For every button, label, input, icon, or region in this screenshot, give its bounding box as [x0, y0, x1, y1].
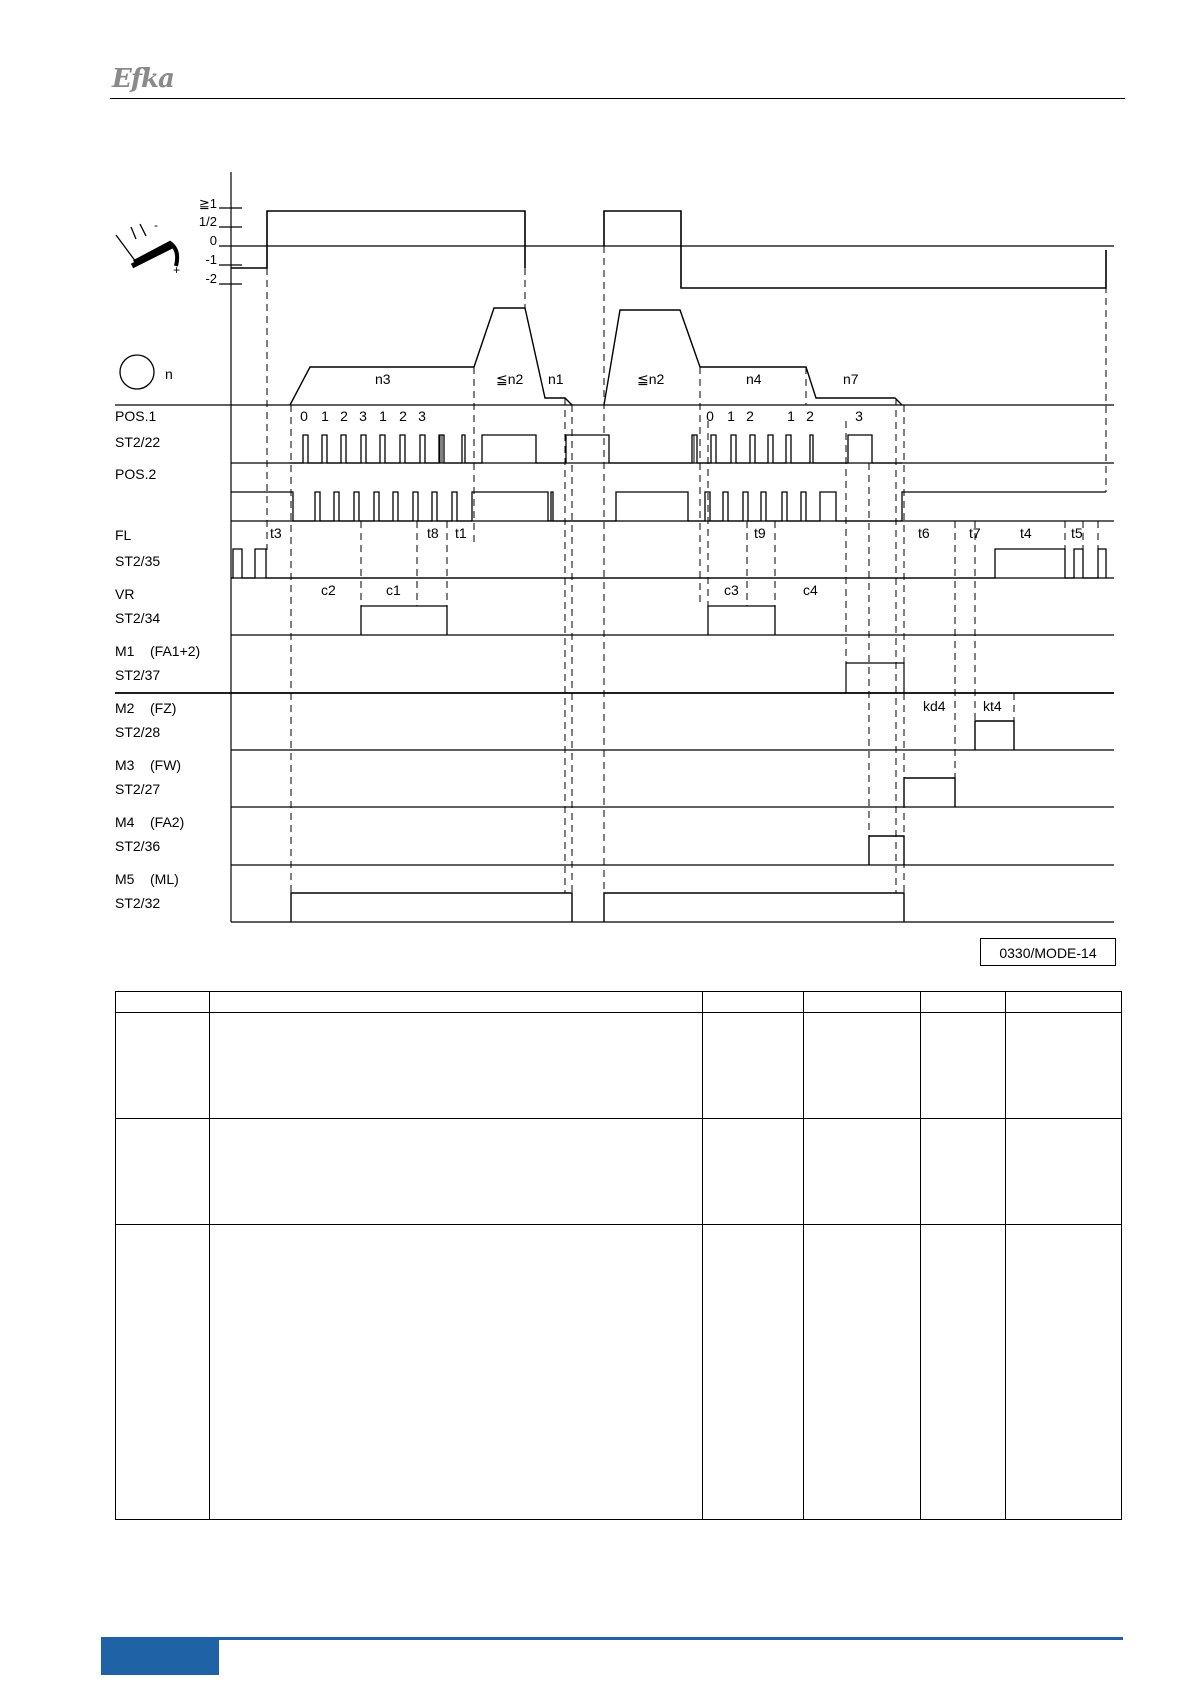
- table-cell: [1006, 1013, 1122, 1119]
- vr-signal: [361, 606, 775, 635]
- svg-text:c3: c3: [724, 582, 739, 598]
- svg-text:n7: n7: [843, 371, 859, 387]
- svg-text:2: 2: [340, 408, 348, 424]
- svg-text:kd4: kd4: [923, 698, 946, 714]
- row-name: M2 (FZ): [115, 700, 177, 716]
- row-pin: ST2/32: [115, 895, 161, 911]
- svg-text:c4: c4: [803, 582, 818, 598]
- pedal-waveform: [231, 211, 1106, 288]
- efka-logo: Efka: [112, 64, 174, 94]
- table-cell: [210, 1119, 703, 1225]
- footer-rule: [101, 1637, 1123, 1640]
- table-cell: [804, 992, 921, 1013]
- row-pin: ST2/36: [115, 838, 161, 854]
- svg-text:≦n2: ≦n2: [496, 371, 524, 387]
- svg-text:t3: t3: [270, 525, 282, 541]
- svg-text:3: 3: [418, 408, 426, 424]
- svg-text:1: 1: [787, 408, 795, 424]
- svg-text:0: 0: [706, 408, 714, 424]
- table-cell: [703, 1013, 804, 1119]
- svg-text:t8: t8: [427, 525, 439, 541]
- table-cell: [703, 1225, 804, 1520]
- row-labels: [115, 408, 200, 911]
- table-cell: [703, 1119, 804, 1225]
- table-cell: [804, 1225, 921, 1520]
- table-cell: [921, 1119, 1006, 1225]
- m1-signal: [846, 663, 904, 693]
- row-name: M4 (FA2): [115, 814, 185, 830]
- row-pin: ST2/27: [115, 781, 161, 797]
- table-cell: [1006, 1119, 1122, 1225]
- pedal-level-axis: [199, 196, 217, 286]
- table-cell: [210, 992, 703, 1013]
- table-cell: [116, 1225, 210, 1520]
- svg-text:n1: n1: [548, 371, 564, 387]
- table-cell: [1006, 1225, 1122, 1520]
- level-label: 0: [209, 233, 217, 248]
- counter-labels: [321, 582, 818, 598]
- svg-text:2: 2: [746, 408, 754, 424]
- table-cell: [804, 1013, 921, 1119]
- m2-signal: [975, 721, 1014, 750]
- pos1-counts: [300, 408, 863, 424]
- m5-signal: [291, 893, 904, 922]
- table-cell: [210, 1225, 703, 1520]
- table-cell: [921, 1225, 1006, 1520]
- table-cell: [1006, 992, 1122, 1013]
- table-row: [116, 1225, 1122, 1520]
- svg-text:3: 3: [855, 408, 863, 424]
- table-cell: [921, 1013, 1006, 1119]
- motor-icon: [120, 355, 154, 389]
- parameter-table: [115, 991, 1122, 1520]
- svg-text:c2: c2: [321, 582, 336, 598]
- row-name: M5 (ML): [115, 871, 179, 887]
- svg-text:kt4: kt4: [983, 698, 1002, 714]
- level-label: -2: [205, 271, 217, 286]
- m4-signal: [869, 836, 904, 865]
- pos2-pulses: [231, 492, 1106, 521]
- table-cell: [116, 1119, 210, 1225]
- svg-text:≦n2: ≦n2: [637, 371, 665, 387]
- timer-labels: [270, 525, 1083, 541]
- svg-text:0: 0: [300, 408, 308, 424]
- speed-labels: [375, 371, 859, 387]
- svg-text:1: 1: [321, 408, 329, 424]
- level-label: -1: [205, 252, 217, 267]
- svg-text:2: 2: [806, 408, 814, 424]
- row-pin: ST2/28: [115, 724, 161, 740]
- svg-text:1: 1: [379, 408, 387, 424]
- row-name: POS.1: [115, 408, 157, 424]
- pedal-minus-sign: -: [154, 218, 158, 232]
- row-pin: ST2/37: [115, 667, 161, 683]
- svg-text:1: 1: [727, 408, 735, 424]
- level-label: 1/2: [198, 214, 217, 229]
- table-row: [116, 1119, 1122, 1225]
- m3-signal: [904, 778, 955, 807]
- pedal-icon: [116, 224, 177, 266]
- table-cell: [210, 1013, 703, 1119]
- table-cell: [921, 992, 1006, 1013]
- svg-text:t7: t7: [969, 525, 981, 541]
- row-name: M1 (FA1+2): [115, 643, 201, 659]
- speed-axis-label: n: [165, 366, 173, 382]
- svg-text:2: 2: [399, 408, 407, 424]
- table-cell: [116, 992, 210, 1013]
- row-pin: ST2/35: [115, 553, 161, 569]
- svg-text:t4: t4: [1020, 525, 1032, 541]
- figure-code-label: 0330/MODE-14: [980, 938, 1116, 966]
- row-name: M3 (FW): [115, 757, 182, 773]
- svg-text:t1: t1: [455, 525, 467, 541]
- svg-text:t9: t9: [754, 525, 766, 541]
- speed-profile: [290, 308, 902, 405]
- table-cell: [804, 1119, 921, 1225]
- row-name: VR: [115, 586, 135, 602]
- svg-text:t5: t5: [1071, 525, 1083, 541]
- svg-text:n4: n4: [746, 371, 762, 387]
- delay-labels: [923, 698, 1002, 714]
- row-name: POS.2: [115, 466, 157, 482]
- pos1-pulses: [290, 435, 902, 463]
- timing-guides: [267, 246, 1106, 893]
- pedal-plus-sign: +: [173, 263, 181, 277]
- table-row: [116, 1013, 1122, 1119]
- svg-text:t6: t6: [918, 525, 930, 541]
- svg-text:n3: n3: [375, 371, 391, 387]
- row-pin: ST2/22: [115, 434, 161, 450]
- table-header-row: [116, 992, 1122, 1013]
- row-pin: ST2/34: [115, 610, 161, 626]
- svg-text:c1: c1: [386, 582, 401, 598]
- level-label: ≧1: [198, 196, 217, 211]
- footer-page-block: [101, 1637, 219, 1675]
- table-cell: [703, 992, 804, 1013]
- svg-text:3: 3: [359, 408, 367, 424]
- row-name: FL: [115, 527, 132, 543]
- table-cell: [116, 1013, 210, 1119]
